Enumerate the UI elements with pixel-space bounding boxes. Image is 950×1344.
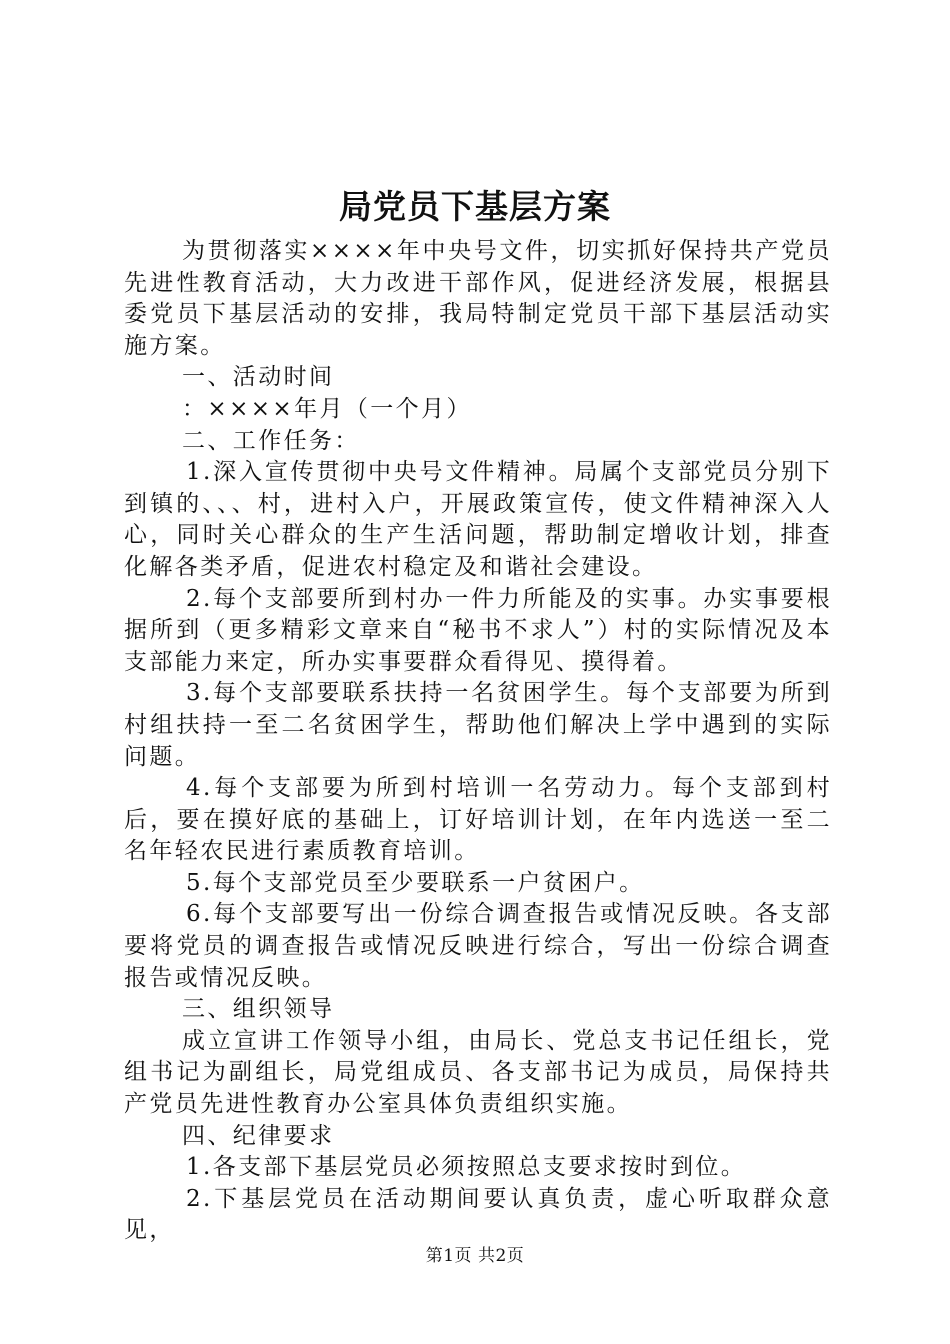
task-item-2: 2.每个支部要所到村办一件力所能及的实事。办实事要根据所到（更多精彩文章来自“秘书不求人”）村的实际情况及本支部能力来定，所办实事要群众看得见、摸得着。 <box>124 585 832 675</box>
document-title: 局党员下基层方案 <box>339 187 611 226</box>
intro-paragraph: 为贯彻落实××××年中央号文件，切实抓好保持共产党员先进性教育活动，大力改进干部作风，促进经济发展，根据县委党员下基层活动的安排，我局特制定党员干部下基层活动实施方案。 <box>124 238 832 359</box>
section-heading-organization: 三、组织领导 <box>182 996 335 1023</box>
discipline-item-1: 1.各支部下基层党员必须按照总支要求按时到位。 <box>186 1154 747 1181</box>
section-heading-work-tasks: 二、工作任务： <box>182 427 360 454</box>
page-number-footer: 第1页 共2页 <box>425 1246 525 1266</box>
document-body <box>124 236 832 1247</box>
task-item-1: 1.深入宣传贯彻中央号文件精神。局属个支部党员分别下到镇的、、、村，进村入户，开展政策宣传，使文件精神深入人心，同时关心群众的生产生活问题，帮助制定增收计划，排查化解各类矛盾，促进农村稳定及和谐社会建设。 <box>124 459 832 580</box>
organization-paragraph: 成立宣讲工作领导小组，由局长、党总支书记任组长，党组书记为副组长，局党组成员、各支部书记为成员，局保持共产党员先进性教育办公室具体负责组织实施。 <box>124 1027 832 1118</box>
task-item-5: 5.每个支部党员至少要联系一户贫困户。 <box>186 869 645 896</box>
task-item-3: 3.每个支部要联系扶持一名贫困学生。每个支部要为所到村组扶持一至二名贫困学生，帮助他们解决上学中遇到的实际问题。 <box>124 680 832 770</box>
task-item-4: 4.每个支部要为所到村培训一名劳动力。每个支部到村后，要在摸好底的基础上，订好培训计划，在年内选送一至二名年轻农民进行素质教育培训。 <box>124 775 832 865</box>
section-heading-activity-time: 一、活动时间 <box>182 364 335 391</box>
discipline-item-2: 2.下基层党员在活动期间要认真负责，虚心听取群众意见， <box>124 1185 832 1244</box>
activity-time-value: ：××××年月（一个月） <box>182 395 472 422</box>
section-heading-discipline: 四、纪律要求 <box>182 1122 335 1149</box>
task-item-6: 6.每个支部要写出一份综合调查报告或情况反映。各支部要将党员的调查报告或情况反映进行综合，写出一份综合调查报告或情况反映。 <box>124 901 832 991</box>
